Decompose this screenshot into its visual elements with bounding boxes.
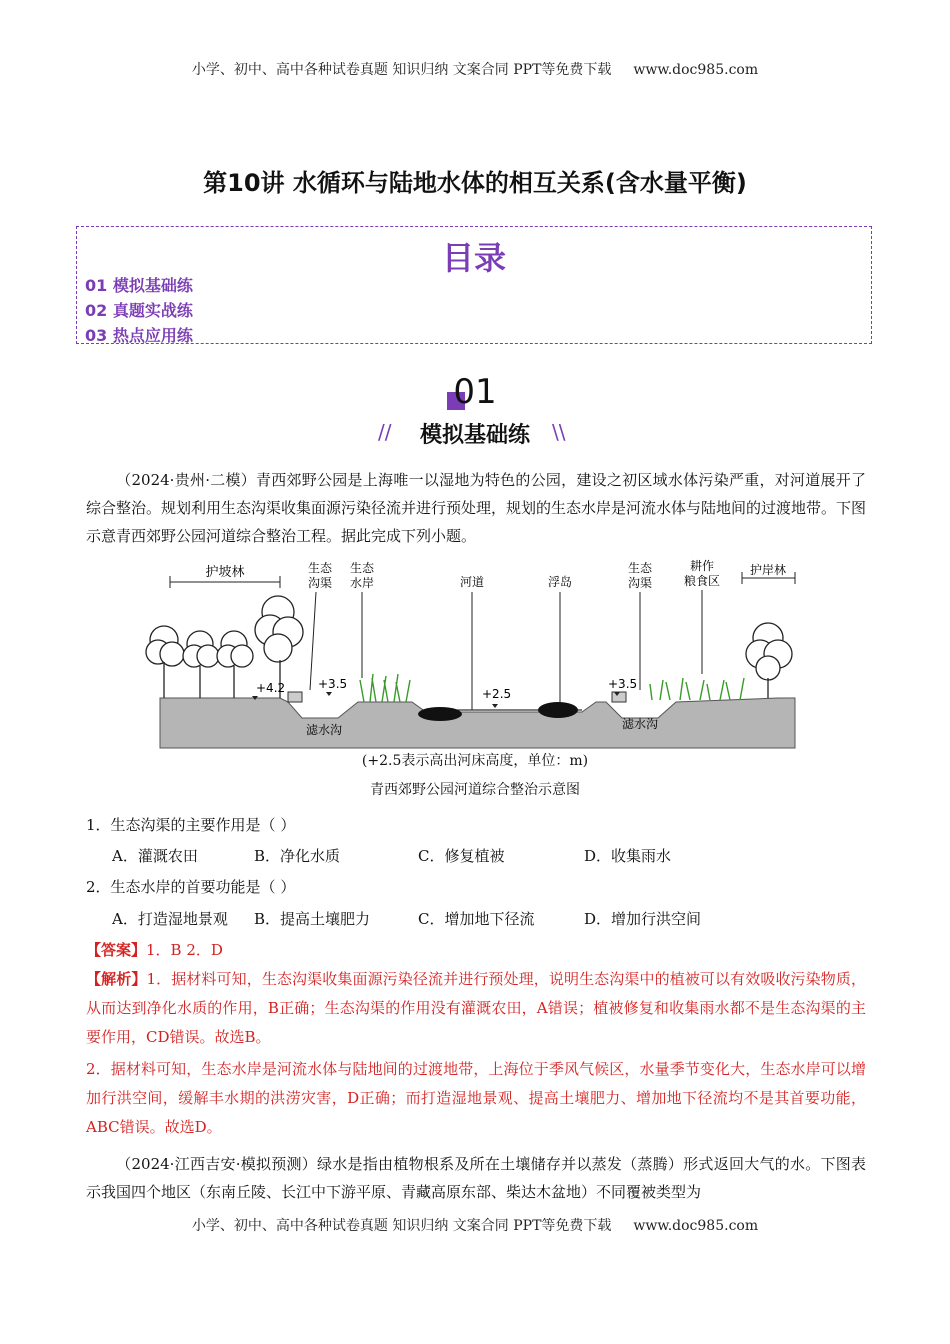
label-filter-ditch-left: 滤水沟 xyxy=(306,723,343,737)
header-text: 小学、初中、高中各种试卷真题 知识归纳 文案合同 PPT等免费下载 xyxy=(191,62,612,78)
height-3-5-right: +3.5 xyxy=(608,677,638,691)
slash-decoration-left: // xyxy=(378,420,392,444)
label-eco-ditch: 生态沟渠 xyxy=(307,561,333,590)
footer-url[interactable]: www.doc985.com xyxy=(633,1218,759,1234)
table-of-contents xyxy=(76,226,872,344)
label-bank-forest: 护岸林 xyxy=(749,563,787,577)
toc-item[interactable]: 03 热点应用练 xyxy=(85,326,193,345)
analysis-label: 【解析】 xyxy=(86,970,147,988)
analysis-paragraph-1: 【解析】1．据材料可知，生态沟渠收集面源污染径流并进行预处理，说明生态沟渠中的植被可以有效吸收污染物质，从而达到净化水质的作用，B正确；生态沟渠的作用没有灌溉农田，A错误；植被修复和收集雨水都不是生态沟渠的主要作用，CD错误。故选B。 xyxy=(86,970,866,1046)
q1-option-a[interactable]: A．灌溉农田 xyxy=(112,847,198,865)
label-farmland: 耕作粮食区 xyxy=(683,559,721,588)
q2-option-c[interactable]: C．增加地下径流 xyxy=(418,910,535,928)
header-url[interactable]: www.doc985.com xyxy=(633,62,759,78)
page-footer xyxy=(0,1215,950,1235)
answer-line xyxy=(86,939,223,960)
float-island-left xyxy=(418,707,462,721)
grass-left xyxy=(360,674,410,702)
answer-text: 1．B 2．D xyxy=(146,941,223,959)
toc-title: 目录 xyxy=(441,239,506,277)
q2-option-b[interactable]: B．提高土壤肥力 xyxy=(254,910,371,928)
section-title: 模拟基础练 xyxy=(419,423,530,448)
tree-right xyxy=(746,623,792,698)
label-eco-bank: 生态水岸 xyxy=(349,561,375,590)
q2-option-a[interactable]: A．打造湿地景观 xyxy=(112,910,228,928)
analysis-paragraph-2: 2．据材料可知，生态水岸是河流水体与陆地间的过渡地带，上海位于季风气候区，水量季节变化大，生态水岸可以增加行洪空间，缓解丰水期的洪涝灾害，D正确；而打造湿地景观、提高土壤肥力、增加地下径流均不是其首要功能，ABC错误。故选D。 xyxy=(86,1060,866,1136)
question-2: 2．生态水岸的首要功能是（ ） xyxy=(86,878,296,896)
q1-option-b[interactable]: B．净化水质 xyxy=(254,847,341,865)
q1-option-c[interactable]: C．修复植被 xyxy=(418,847,505,865)
height-2-5: +2.5 xyxy=(482,687,512,701)
footer-text: 小学、初中、高中各种试卷真题 知识归纳 文案合同 PPT等免费下载 xyxy=(191,1218,612,1234)
label-slope-forest: 护坡林 xyxy=(205,565,245,580)
document-title: 第10讲 水循环与陆地水体的相互关系(含水量平衡) xyxy=(203,169,747,197)
question-1: 1．生态沟渠的主要作用是（ ） xyxy=(86,816,296,834)
intro-paragraph: （2024·贵州·二模）青西郊野公园是上海唯一以湿地为特色的公园，建设之初区域水体污染严重，对河道展开了综合整治。规划利用生态沟渠收集面源污染径流并进行预处理，规划的生态水岸是河流水体与陆地间的过渡地带。下图示意青西郊野公园河道综合整治工程。据此完成下列小题。 xyxy=(86,471,867,545)
page-header xyxy=(0,59,950,79)
q2-option-d[interactable]: D．增加行洪空间 xyxy=(584,910,702,928)
height-3-5-left: +3.5 xyxy=(318,677,348,691)
label-river: 河道 xyxy=(459,575,485,589)
answer-label: 【答案】 xyxy=(86,941,147,959)
label-eco-ditch2: 生态沟渠 xyxy=(627,561,653,590)
river-cross-section-diagram xyxy=(130,552,820,752)
grass-right xyxy=(650,678,744,700)
slash-decoration-right: \\ xyxy=(552,420,566,444)
float-island-right xyxy=(538,702,578,718)
toc-item[interactable]: 02 真题实战练 xyxy=(85,301,193,320)
q1-option-d[interactable]: D．收集雨水 xyxy=(584,847,672,865)
toc-item[interactable]: 01 模拟基础练 xyxy=(85,276,193,295)
diagram-note: (+2.5表示高出河床高度，单位：m) xyxy=(361,753,589,769)
intro-paragraph-2: （2024·江西吉安·模拟预测）绿水是指由植物根系及所在土壤储存并以蒸发（蒸腾）形式返回大气的水。下图表示我国四个地区（东南丘陵、长江中下游平原、青藏高原东部、柴达木盆地）不同覆被类型为 xyxy=(86,1155,866,1201)
height-4-2: +4.2 xyxy=(256,681,286,695)
section-number: 01 xyxy=(453,372,497,412)
label-filter-ditch-right: 滤水沟 xyxy=(622,717,659,731)
label-float-island: 浮岛 xyxy=(547,575,573,589)
diagram-caption: 青西郊野公园河道综合整治示意图 xyxy=(370,782,580,798)
